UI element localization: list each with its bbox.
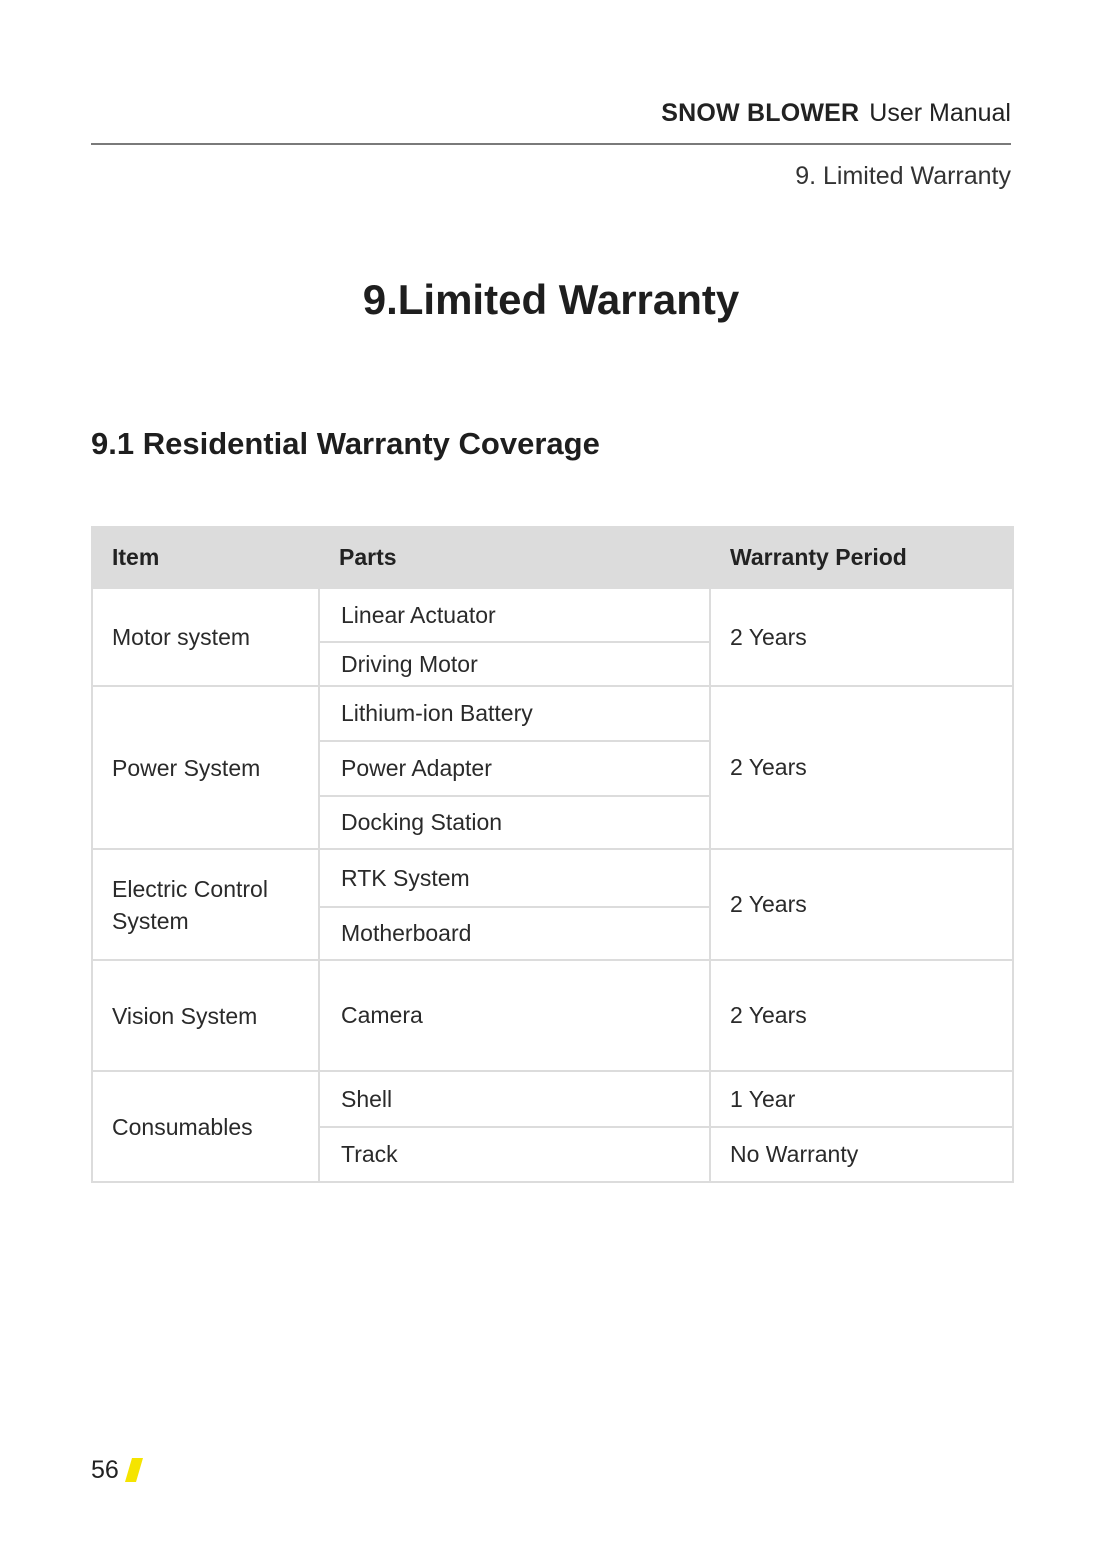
item-cell: Electric Control System: [92, 849, 319, 960]
part-cell: Track: [319, 1127, 710, 1182]
running-section-title: 9. Limited Warranty: [795, 162, 1011, 190]
part-cell: Docking Station: [319, 796, 710, 849]
part-cell: RTK System: [319, 849, 710, 907]
item-cell: Consumables: [92, 1071, 319, 1182]
item-cell: Motor system: [92, 588, 319, 686]
warranty-table: [91, 526, 1014, 1183]
table-row: [92, 1071, 1013, 1127]
part-cell: Lithium-ion Battery: [319, 686, 710, 741]
period-cell: No Warranty: [710, 1127, 1013, 1182]
page-accent-mark: [124, 1458, 144, 1482]
table-row: [92, 960, 1013, 1071]
item-cell: Vision System: [92, 960, 319, 1071]
part-cell: Shell: [319, 1071, 710, 1127]
column-header-warranty-period: Warranty Period: [710, 527, 1013, 588]
table-header-row: [92, 527, 1013, 588]
period-cell: 2 Years: [710, 588, 1013, 686]
table-row: [92, 588, 1013, 642]
period-cell: 2 Years: [710, 686, 1013, 849]
item-cell: Power System: [92, 686, 319, 849]
page-footer: [91, 1454, 144, 1486]
period-cell: 1 Year: [710, 1071, 1013, 1127]
period-cell: 2 Years: [710, 849, 1013, 960]
brand-name: SNOW BLOWER: [661, 99, 860, 127]
running-header: [661, 97, 1011, 129]
page-title: 9.Limited Warranty: [362, 276, 740, 323]
header-divider: [91, 143, 1011, 145]
period-cell: 2 Years: [710, 960, 1013, 1071]
part-cell: Motherboard: [319, 907, 710, 960]
column-header-item: Item: [92, 527, 319, 588]
table-row: [92, 686, 1013, 741]
part-cell: Camera: [319, 960, 710, 1071]
page-number: 56: [91, 1456, 119, 1484]
document-type: User Manual: [869, 99, 1011, 127]
table-row: [92, 849, 1013, 907]
part-cell: Linear Actuator: [319, 588, 710, 642]
section-heading: 9.1 Residential Warranty Coverage: [91, 426, 600, 461]
column-header-parts: Parts: [319, 527, 710, 588]
part-cell: Power Adapter: [319, 741, 710, 796]
part-cell: Driving Motor: [319, 642, 710, 686]
